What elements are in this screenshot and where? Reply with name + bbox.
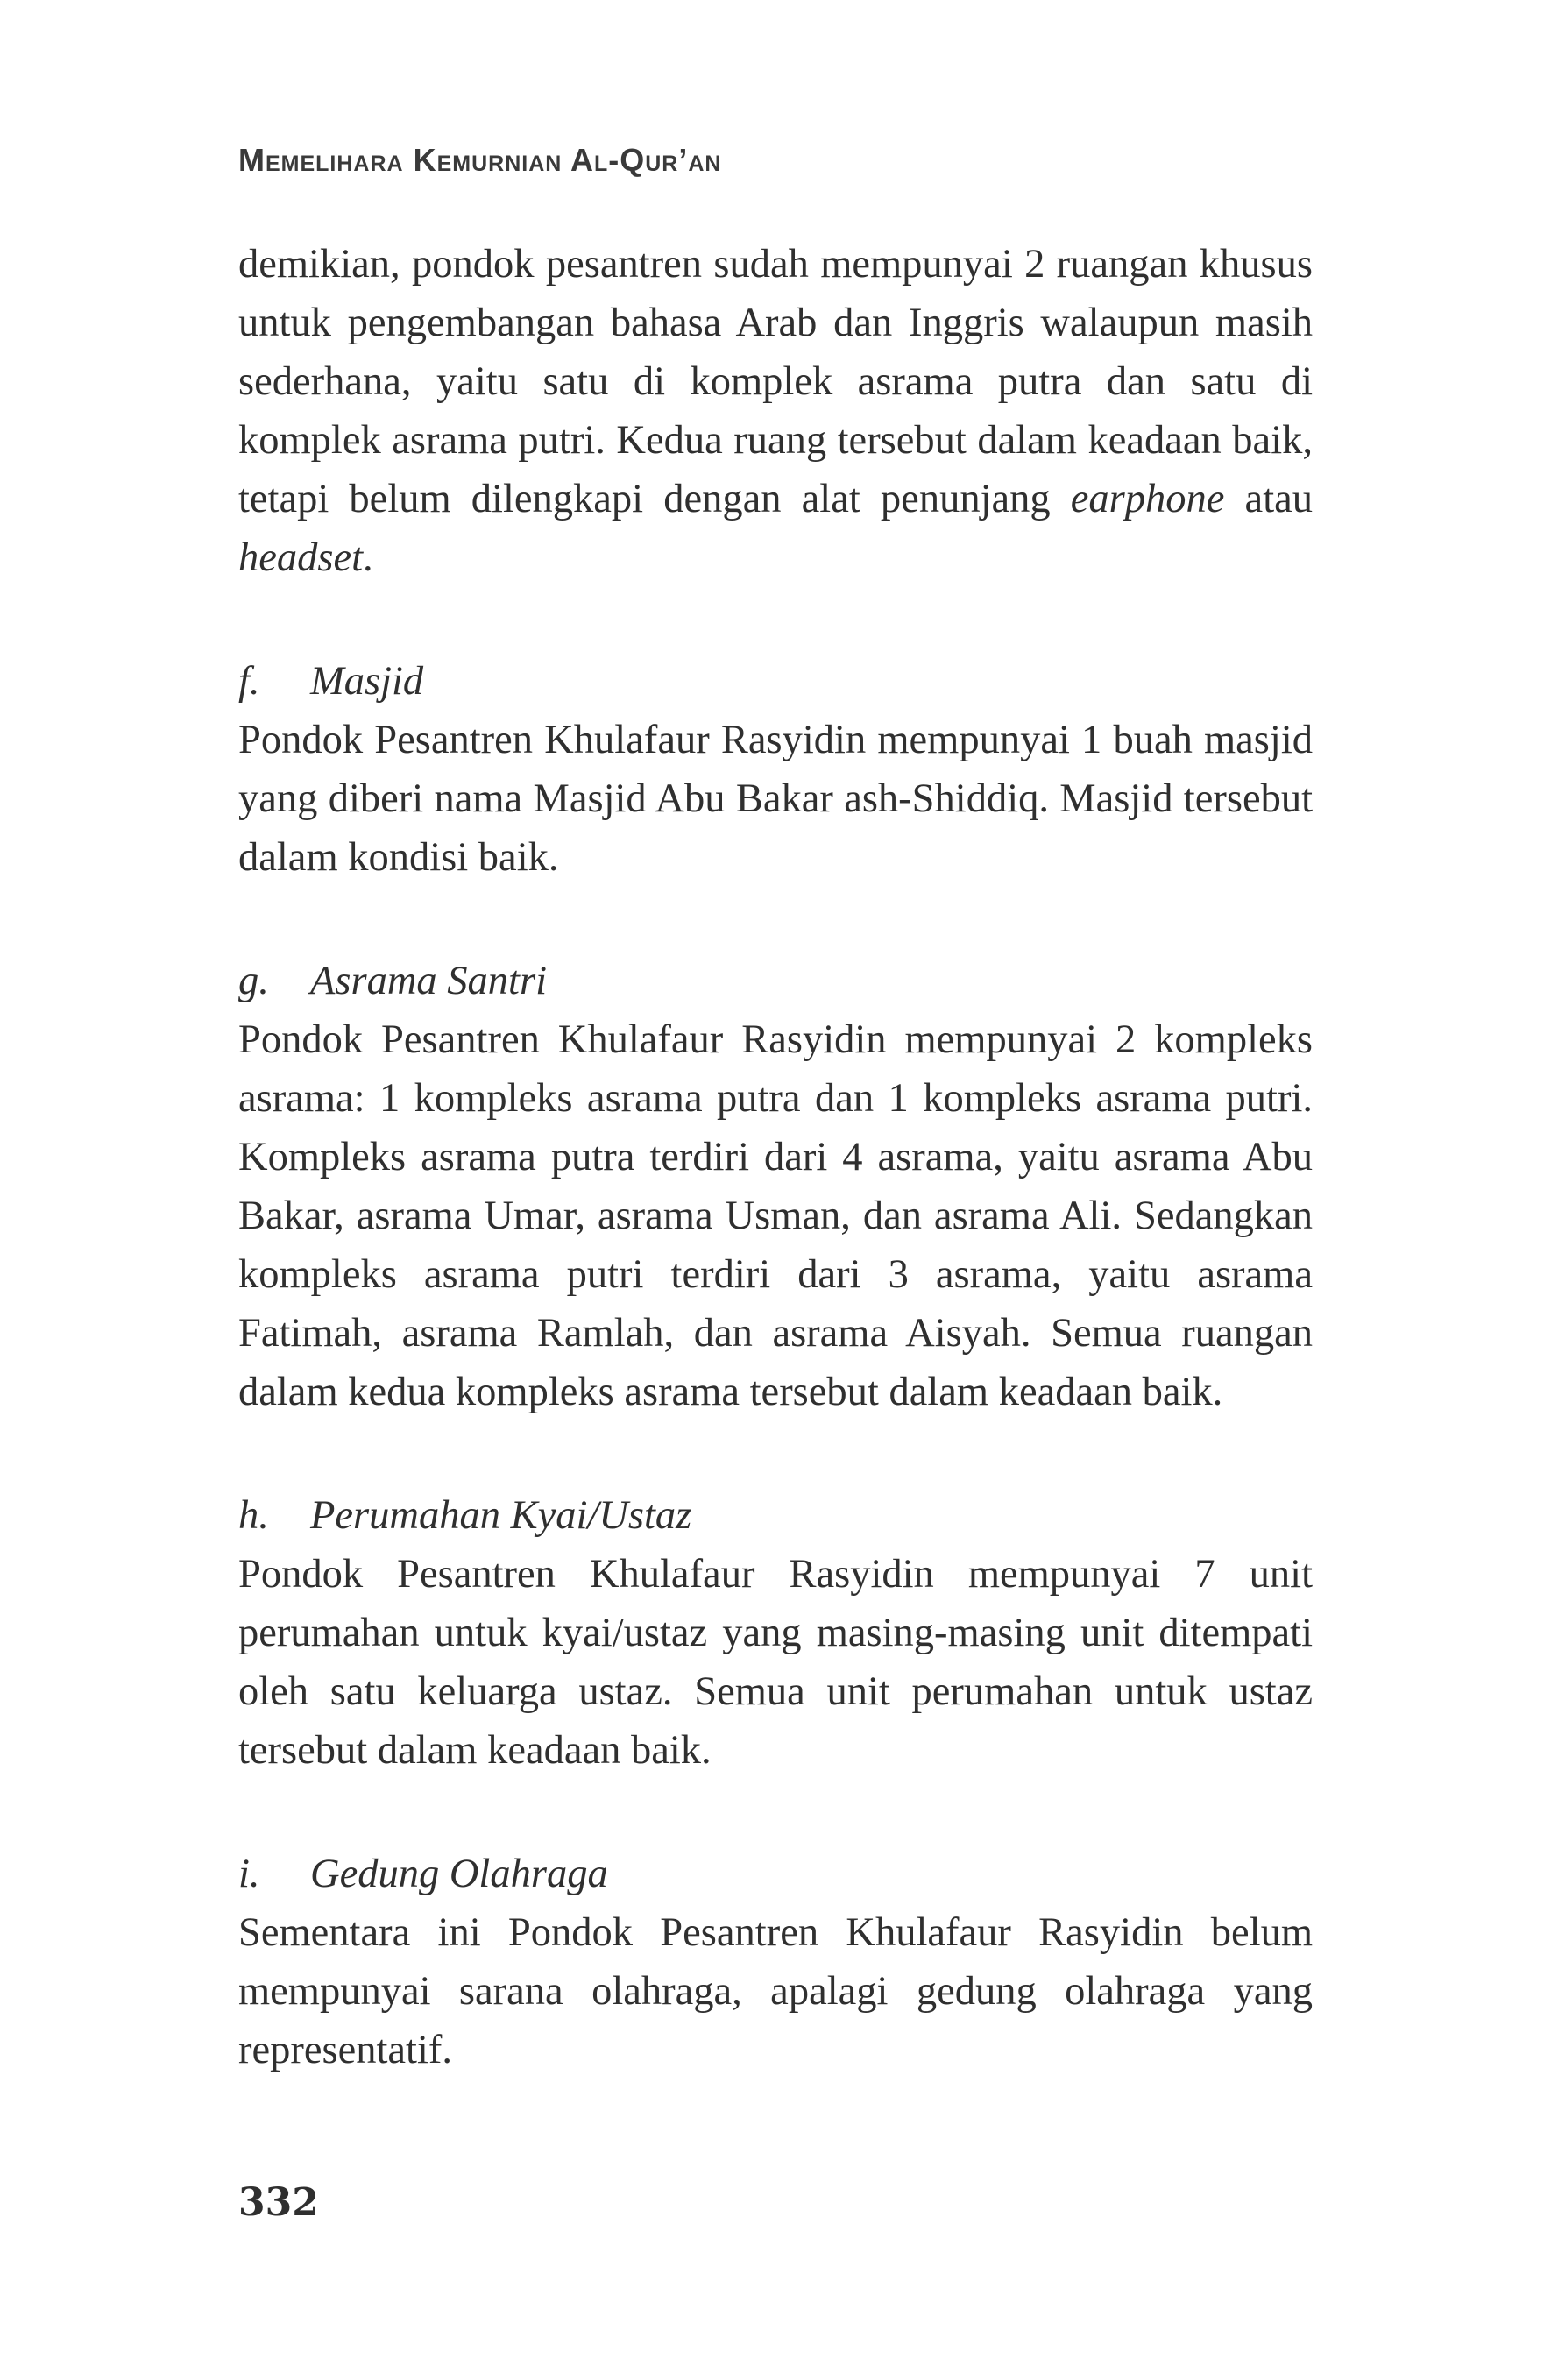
section-title: Masjid bbox=[310, 659, 424, 704]
section-gedung-olahraga bbox=[238, 1845, 1313, 2079]
page-content bbox=[238, 235, 1313, 2079]
section-title: Gedung Olahraga bbox=[310, 1852, 608, 1896]
section-letter: h. bbox=[238, 1493, 269, 1538]
section-heading bbox=[238, 652, 1313, 711]
section-body: Pondok Pesantren Khulafaur Rasyidin mempunyai 1 buah masjid yang diberi nama Masjid Abu Bakar ash-Shiddiq. Masjid tersebut dalam kondisi baik. bbox=[238, 718, 1313, 880]
intro-connector: atau bbox=[1224, 477, 1314, 521]
section-title: Perumahan Kyai/Ustaz bbox=[310, 1493, 692, 1538]
section-letter: i. bbox=[238, 1852, 260, 1896]
running-header: Memelihara Kemurnian Al-Qur’an bbox=[238, 142, 722, 178]
section-heading bbox=[238, 1486, 1313, 1545]
section-perumahan bbox=[238, 1486, 1313, 1780]
section-body: Sementara ini Pondok Pesantren Khulafaur Rasyidin belum mempunyai sarana olahraga, apalagi gedung olahraga yang representatif. bbox=[238, 1910, 1313, 2072]
intro-text: demikian, pondok pesantren sudah mempunyai 2 ruangan khusus untuk pengembangan bahasa Arab dan Inggris walaupun masih sederhana, yaitu satu di komplek asrama putra dan satu di komplek asrama putri. Kedua ruang tersebut dalam keadaan baik, tetapi belum dilengkapi dengan alat penunjang bbox=[238, 242, 1313, 521]
section-masjid bbox=[238, 652, 1313, 887]
intro-end: . bbox=[363, 535, 373, 580]
term-earphone: earphone bbox=[1070, 477, 1225, 521]
section-title: Asrama Santri bbox=[310, 959, 547, 1003]
section-body: Pondok Pesantren Khulafaur Rasyidin mempunyai 2 kompleks asrama: 1 kompleks asrama putra dan 1 kompleks asrama putri. Kompleks asrama putra terdiri dari 4 asrama, yaitu asrama Abu Bakar, asrama Umar, asrama Usman, dan asrama Ali. Sedangkan kompleks asrama putri terdiri dari 3 asrama, yaitu asrama Fatimah, asrama Ramlah, dan asrama Aisyah. Semua ruangan dalam kedua kompleks asrama tersebut dalam keadaan baik. bbox=[238, 1017, 1313, 1414]
page-number: 332 bbox=[238, 2180, 319, 2225]
section-letter: g. bbox=[238, 959, 269, 1003]
section-heading bbox=[238, 952, 1313, 1010]
section-body: Pondok Pesantren Khulafaur Rasyidin mempunyai 7 unit perumahan untuk kyai/ustaz yang masing-masing unit ditempati oleh satu keluarga ustaz. Semua unit perumahan untuk ustaz tersebut dalam keadaan baik. bbox=[238, 1552, 1313, 1773]
section-letter: f. bbox=[238, 659, 260, 704]
section-asrama-santri bbox=[238, 952, 1313, 1421]
term-headset: headset bbox=[238, 535, 364, 580]
intro-paragraph bbox=[238, 235, 1313, 587]
section-heading bbox=[238, 1845, 1313, 1903]
